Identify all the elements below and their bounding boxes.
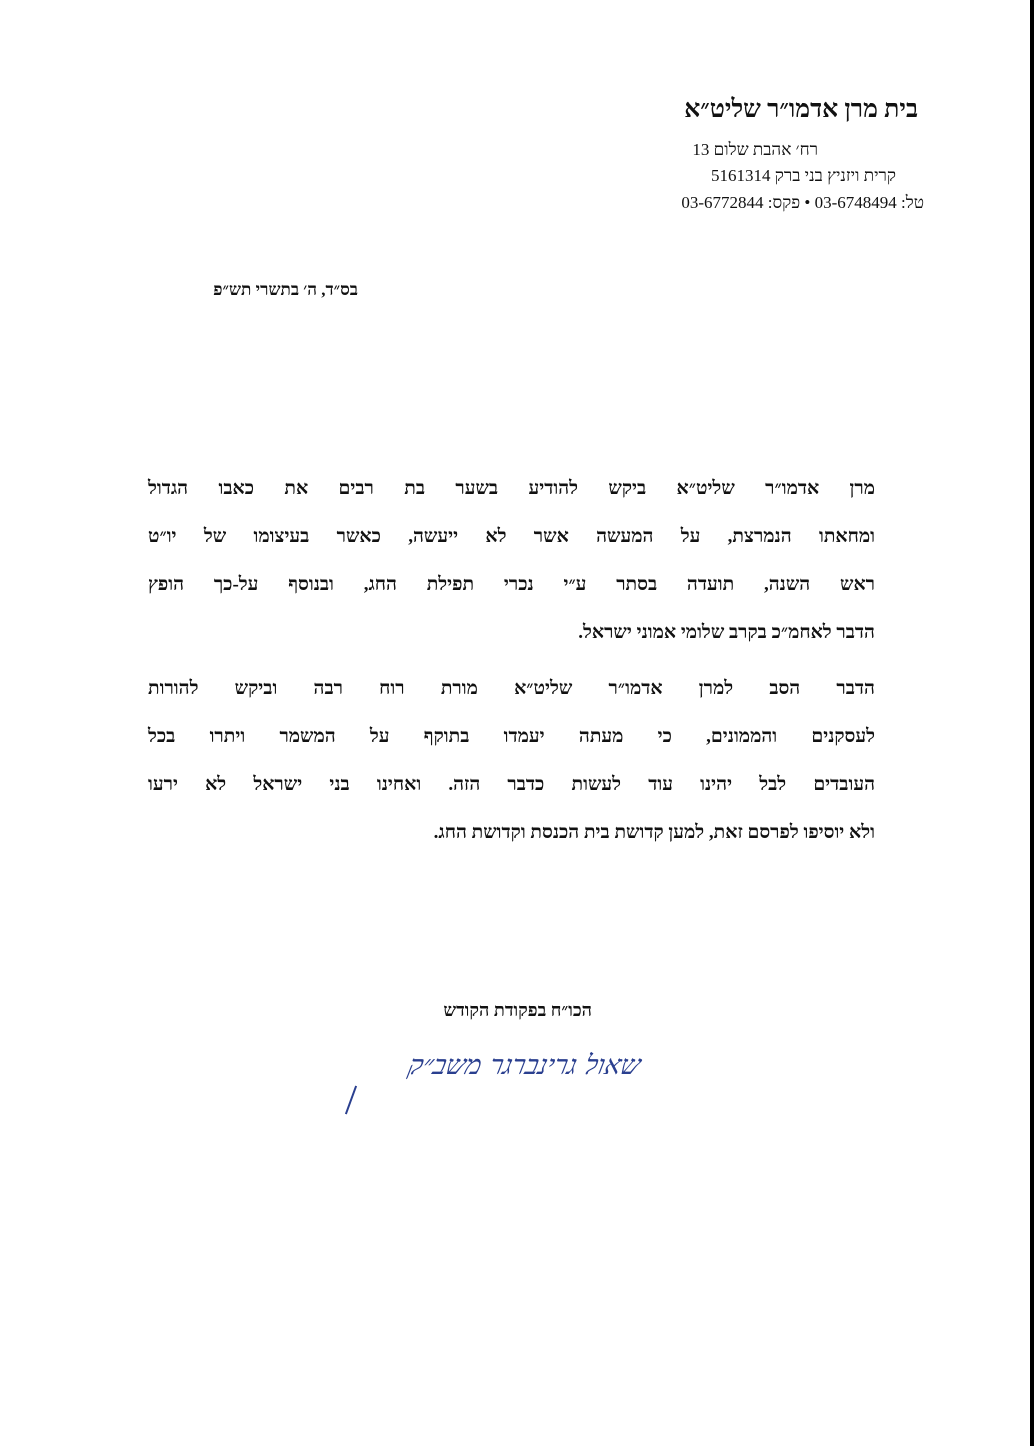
letterhead-title: בית מרן אדמו״ר שליט״א <box>684 96 918 123</box>
body-line: ראש השנה, תועדה בסתר ע״י נכרי תפילת החג, ובנוסף על-כך הופץ <box>148 574 875 595</box>
letterhead-street: רח׳ אהבת שלום 13 <box>692 140 818 159</box>
handwritten-signature: שאול גרינברגר משב״ק <box>405 1050 644 1081</box>
body-line: ולא יוסיפו לפרסם זאת, למען קדושת בית הכנסת וקדושת החג. <box>433 822 875 843</box>
body-line: הדבר הסב למרן אדמו״ר שליט״א מורת רוח רבה וביקש להורות <box>148 678 875 699</box>
signature-stroke <box>345 1086 357 1115</box>
body-line: ומחאתו הנמרצת, על המעשה אשר לא ייעשה, כאשר בעיצומו של יו״ט <box>148 526 875 547</box>
body-line: הדבר לאחמ״כ בקרב שלומי אמוני ישראל. <box>578 622 875 643</box>
scan-edge <box>1030 0 1034 1446</box>
letterhead-phones: טל: 03-6748494 • פקס: 03-6772844 <box>681 193 924 212</box>
letter-date: בס״ד, ה׳ בתשרי תש״פ <box>213 280 358 299</box>
body-line: העובדים לבל יהינו עוד לעשות כדבר הזה. ואחינו בני ישראל לא ירעו <box>148 774 875 795</box>
closing-line: הכו״ח בפקודת הקודש <box>443 1000 592 1020</box>
letterhead-city: קרית ויזניץ בני ברק 5161314 <box>711 166 896 185</box>
body-line: מרן אדמו״ר שליט״א ביקש להודיע בשער בת רבים את כאבו הגדול <box>148 478 875 499</box>
body-line: לעסקנים והממונים, כי מעתה יעמדו בתוקף על המשמר ויתרו בכל <box>148 726 875 747</box>
